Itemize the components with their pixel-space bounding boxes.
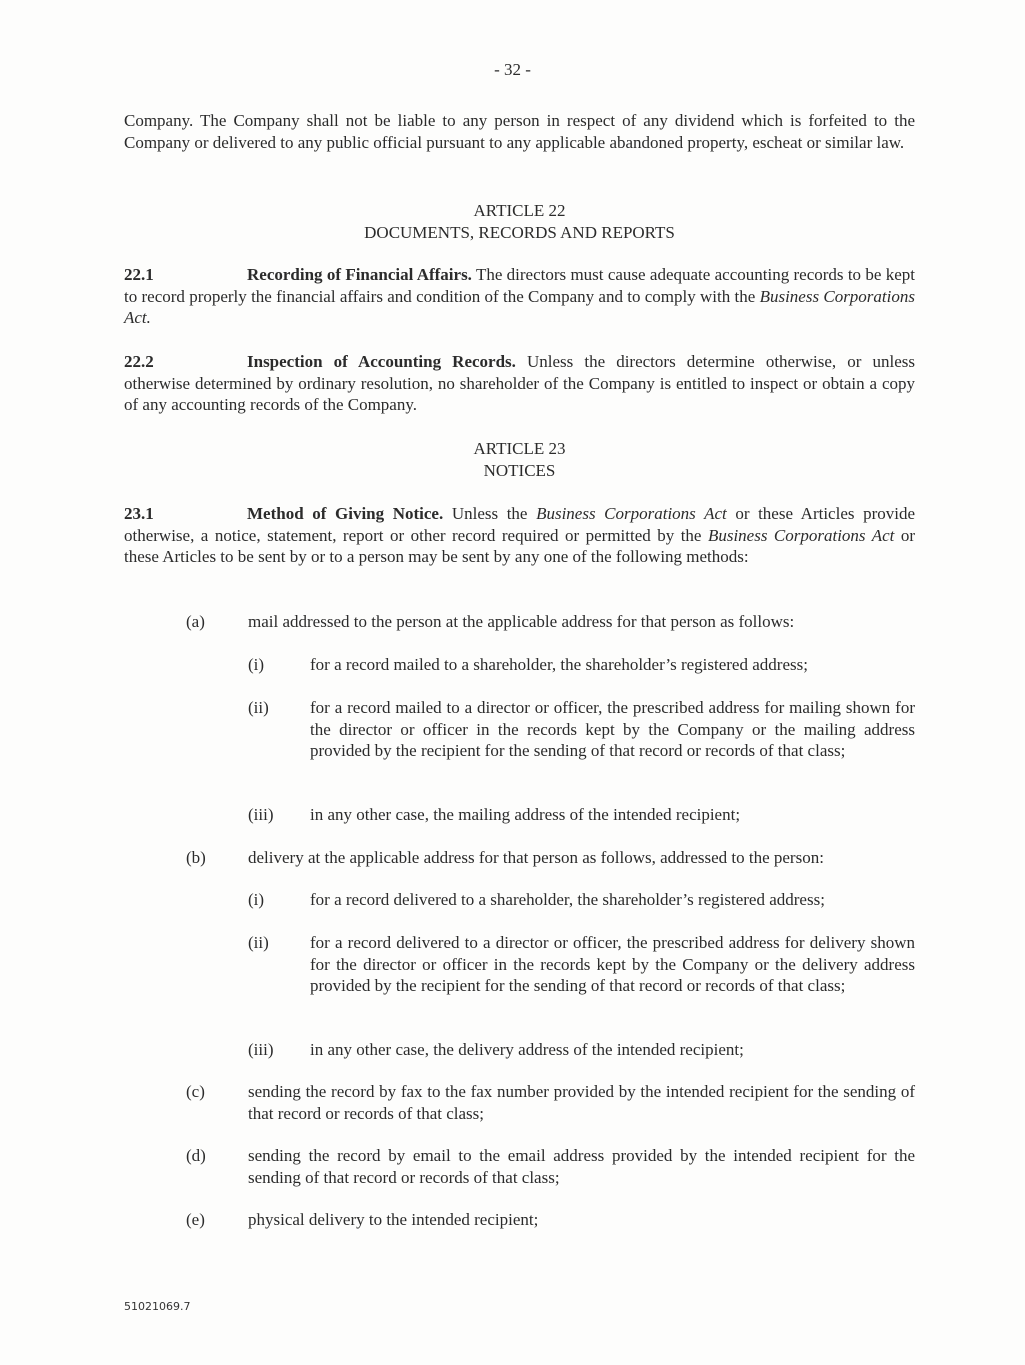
item-d-label: (d) — [186, 1146, 206, 1165]
section-text: Unless the — [443, 504, 537, 523]
item-a-iii-label: (iii) — [248, 805, 274, 824]
section-end: . — [146, 308, 151, 327]
item-b-iii-text: in any other case, the delivery address of the intended recipient; — [310, 1040, 744, 1059]
item-a-label: (a) — [186, 612, 205, 631]
item-a-text: mail addressed to the person at the applicable address for that person as follows: — [248, 612, 795, 631]
item-b-text: delivery at the applicable address for that person as follows, addressed to the person: — [248, 848, 824, 867]
section-number: 22.2 — [124, 352, 154, 371]
section-22-1 — [124, 264, 915, 329]
item-b-i-label: (i) — [248, 890, 265, 909]
act-name: Business Corporations Act — [707, 525, 895, 545]
item-c-label: (c) — [186, 1082, 205, 1101]
item-a-ii-text: for a record mailed to a director or officer, the prescribed address for mailing shown for the director or officer in the records kept by the Company or the mailing address provided by the recipient for the sending of that record or records of that class; — [310, 698, 915, 760]
section-text: The directors must cause adequate accounting records to be kept to record properly the financial affairs and condition of the Company and to comply with the — [124, 265, 915, 306]
intro-paragraph: Company. The Company shall not be liable to any person in respect of any dividend which is forfeited to the Company or delivered to any public official pursuant to any applicable abandoned property, escheat or similar law. — [124, 111, 915, 152]
item-b-label: (b) — [186, 848, 206, 867]
section-number: 23.1 — [124, 504, 154, 523]
act-name: Business Corporations Act — [124, 286, 915, 327]
article-22-title: DOCUMENTS, RECORDS AND REPORTS — [364, 223, 675, 242]
page-number: - 32 - — [494, 60, 531, 79]
item-b-iii-label: (iii) — [248, 1040, 274, 1059]
section-text: or these Articles provide otherwise, a notice, statement, report or other record required or permitted by the — [124, 504, 916, 545]
section-23-1 — [124, 503, 915, 568]
item-e-label: (e) — [186, 1210, 205, 1229]
section-number: 22.1 — [124, 265, 154, 284]
item-b-ii-label: (ii) — [248, 933, 269, 952]
article-22-heading — [124, 200, 915, 244]
section-title: Inspection of Accounting Records. — [247, 352, 516, 371]
act-name: Business Corporations Act — [536, 504, 727, 523]
item-e-text: physical delivery to the intended recipient; — [248, 1210, 539, 1229]
section-title: Recording of Financial Affairs. — [247, 265, 472, 284]
item-b-ii-text: for a record delivered to a director or officer, the prescribed address for delivery shown for the director or officer in the records kept by the Company or the delivery address provided by the recipient for the sending of that record or records of that class; — [310, 933, 915, 995]
item-d-text: sending the record by email to the email address provided by the intended recipient for the sending of that record or records of that class; — [248, 1146, 915, 1187]
item-b-i-text: for a record delivered to a shareholder, the shareholder’s registered address; — [310, 890, 825, 909]
section-22-2 — [124, 351, 915, 416]
article-23-heading — [124, 438, 915, 482]
item-a-i-text: for a record mailed to a shareholder, the shareholder’s registered address; — [310, 655, 808, 674]
article-23-label: ARTICLE 23 — [473, 439, 566, 458]
section-text: Unless the directors determine otherwise, or unless otherwise determined by ordinary resolution, no shareholder of the Company is entitled to inspect or obtain a copy of any accounting records of the Company. — [124, 352, 915, 414]
item-a-i-label: (i) — [248, 655, 265, 674]
article-22-label: ARTICLE 22 — [473, 201, 566, 220]
document-id: 51021069.7 — [124, 1300, 191, 1313]
item-a-ii-label: (ii) — [248, 698, 269, 717]
section-title: Method of Giving Notice. — [247, 504, 444, 523]
item-c-text: sending the record by fax to the fax number provided by the intended recipient for the sending of that record or records of that class; — [248, 1082, 915, 1123]
item-a-iii-text: in any other case, the mailing address of the intended recipient; — [310, 805, 741, 824]
section-text: or these Articles to be sent by or to a person may be sent by any one of the following methods: — [124, 525, 916, 566]
article-23-title: NOTICES — [483, 461, 556, 480]
